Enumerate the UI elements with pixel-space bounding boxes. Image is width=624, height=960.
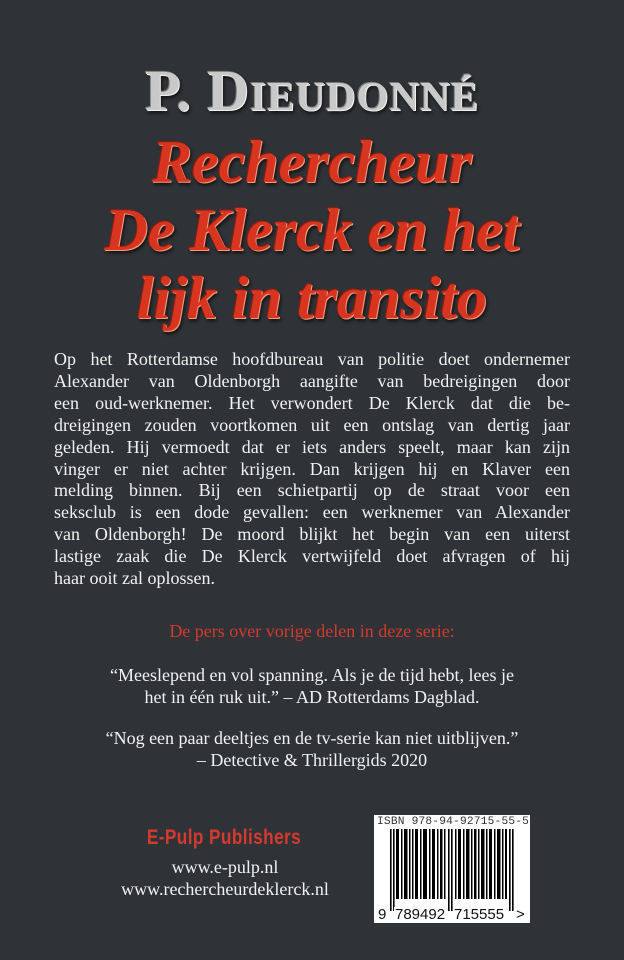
quote-line: “Nog een paar deeltjes en de tv-serie kan niet uitblijven.” xyxy=(105,728,519,748)
publisher-url[interactable]: www.e-pulp.nl xyxy=(171,857,279,877)
barcode-digits xyxy=(377,905,529,923)
blurb-line: geleden. Hij vermoedt dat er iets anders speelt, maar kan zijn xyxy=(54,436,570,457)
blurb-line: Alexander van Oldenborgh aangifte van bedreigingen door xyxy=(54,370,570,391)
press-heading: De pers over vorige delen in deze serie: xyxy=(169,621,455,641)
blurb-line: vinger er niet achter krijgen. Dan krijgen hij en Klaver een xyxy=(54,458,570,479)
title-line: lijk in transito xyxy=(136,265,488,331)
blurb-line: een oud-werknemer. Het verwondert De Klerck dat die be- xyxy=(54,392,570,413)
isbn-label: ISBN 978-94-92715-55-5 xyxy=(377,816,530,828)
blurb-line: lastige zaak die De Klerck vertwijfeld doet afvragen of hij xyxy=(54,546,570,567)
blurb-line: melding binnen. Bij een schietpartij op de straat voor een xyxy=(54,480,570,501)
barcode-digit-first: 9 xyxy=(378,906,387,923)
blurb-line: Op het Rotterdamse hoofdbureau van politie doet ondernemer xyxy=(54,349,570,369)
quote-line: – Detective & Thrillergids 2020 xyxy=(196,750,428,770)
title-line: Rechercheur xyxy=(152,129,472,195)
isbn-barcode xyxy=(374,815,530,923)
barcode-arrow: > xyxy=(516,906,525,923)
press-quote xyxy=(0,664,624,708)
blurb-line: seksclub is een dode gevallen: een werknemer van Alexander xyxy=(54,502,570,523)
blurb-line: van Oldenborgh! De moord blijkt het begin van een uiterst xyxy=(54,524,570,545)
book-title xyxy=(0,128,624,332)
barcode-bars-icon xyxy=(390,829,514,911)
title-line: De Klerck en het xyxy=(104,197,520,263)
barcode-digits-left: 789492 xyxy=(395,906,446,923)
quote-line: “Meeslepend en vol spanning. Als je de tijd hebt, lees je xyxy=(110,665,514,685)
publisher-name: E-Pulp Publishers xyxy=(146,826,302,849)
blurb-line: dreigingen zouden voortkomen uit een ontslag van dertig jaar xyxy=(54,414,570,435)
series-url[interactable]: www.rechercheurdeklerck.nl xyxy=(121,879,329,899)
blurb-line: haar ooit zal oplossen. xyxy=(54,568,215,589)
author-name: P. Dieudonné xyxy=(145,58,479,123)
quote-line: het in één ruk uit.” – AD Rotterdams Dagblad. xyxy=(144,687,480,707)
barcode-digits-right: 715555 xyxy=(454,906,505,923)
press-quote xyxy=(0,727,624,771)
blurb-text xyxy=(54,349,570,590)
